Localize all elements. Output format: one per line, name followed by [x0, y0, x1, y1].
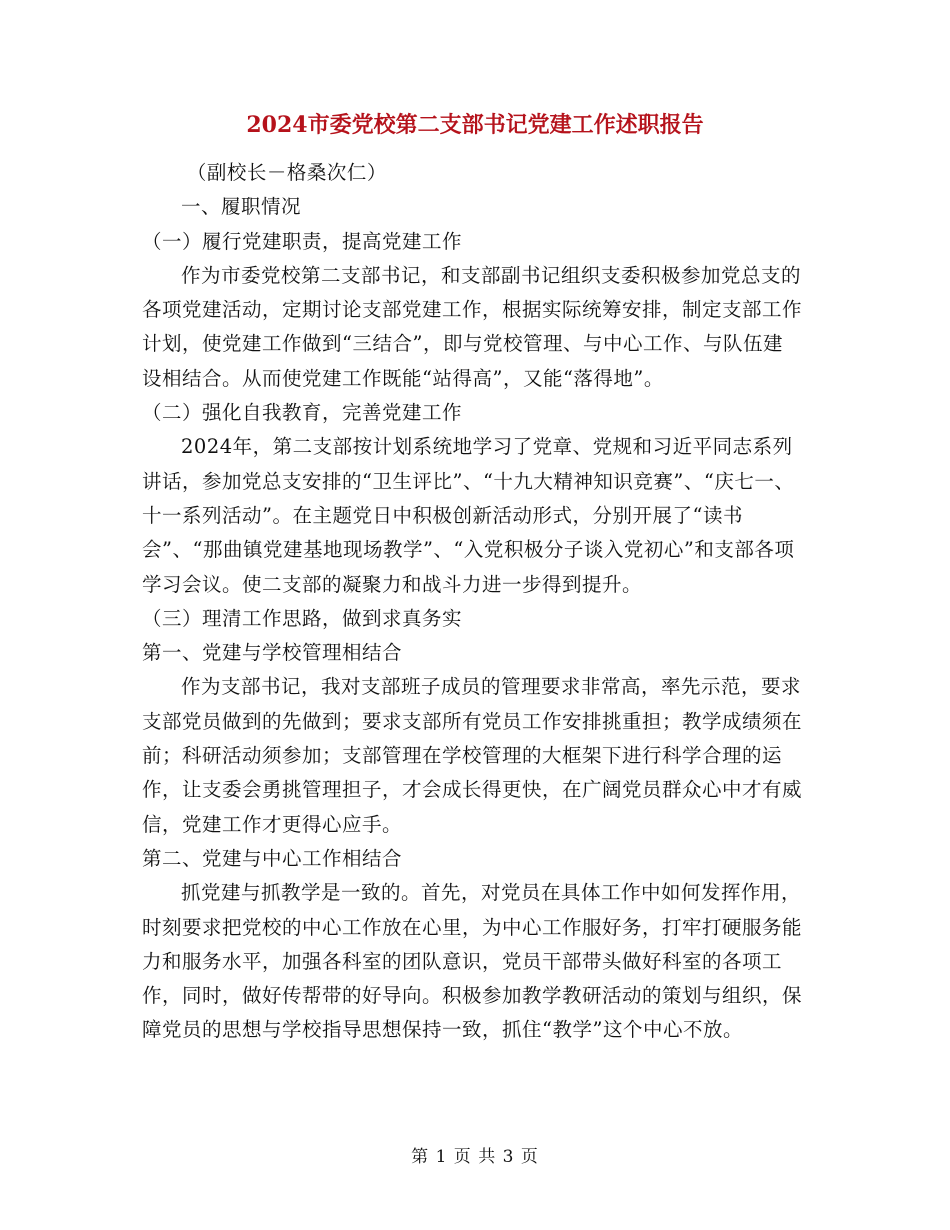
document-title: 2024市委党校第二支部书记党建工作述职报告: [246, 112, 704, 138]
paragraph-1: 作为市委党校第二支部书记，和支部副书记组织支委积极参加党总支的各项党建活动，定期讨论支部党建工作，根据实际统筹安排，制定支部工作计划，使党建工作做到“三结合”，即与党校管理、与中心工作、与队伍建设相结合。从而使党建工作既能“站得高”，又能“落得地”。: [142, 263, 803, 390]
document-body: [142, 156, 802, 1048]
paragraph-2: 2024年，第二支部按计划系统地学习了党章、党规和习近平同志系列讲话，参加党总支安排的“卫生评比”、“十九大精神知识竞赛”、“庆七一、十一系列活动”。在主题党日中积极创新活动形式，分别开展了“读书会”、“那曲镇党建基地现场教学”、“入党积极分子谈入党初心”和支部各项学习会议。使二支部的凝聚力和战斗力进一步得到提升。: [142, 435, 795, 596]
section-heading-performance: 一、履职情况: [181, 195, 302, 219]
point-heading-2: 第二、党建与中心工作相结合: [142, 846, 403, 870]
subsection-heading-1: （一）履行党建职责，提高党建工作: [142, 229, 463, 253]
paragraph-4: 抓党建与抓教学是一致的。首先，对党员在具体工作中如何发挥作用，时刻要求把党校的中心工作放在心里，为中心工作服好务，打牢打硬服务能力和服务水平，加强各科室的团队意识，党员干部带头做好科室的各项工作，同时，做好传帮带的好导向。积极参加教学教研活动的策划与组织，保障党员的思想与学校指导思想保持一致，抓住“教学”这个中心不放。: [142, 881, 803, 1042]
subsection-heading-2: （二）强化自我教育，完善党建工作: [142, 401, 463, 425]
paragraph-3: 作为支部书记，我对支部班子成员的管理要求非常高，率先示范，要求支部党员做到的先做到；要求支部所有党员工作安排挑重担；教学成绩须在前；科研活动须参加；支部管理在学校管理的大框架下进行科学合理的运作，让支委会勇挑管理担子，才会成长得更快，在广阔党员群众心中才有威信，党建工作才更得心应手。: [142, 675, 803, 836]
point-heading-1: 第一、党建与学校管理相结合: [142, 641, 403, 665]
author-line: （副校长－格桑次仁）: [186, 161, 387, 184]
page-number-footer: 第 1 页 共 3 页: [411, 1147, 539, 1167]
subsection-heading-3: （三）理清工作思路，做到求真务实: [142, 606, 463, 630]
